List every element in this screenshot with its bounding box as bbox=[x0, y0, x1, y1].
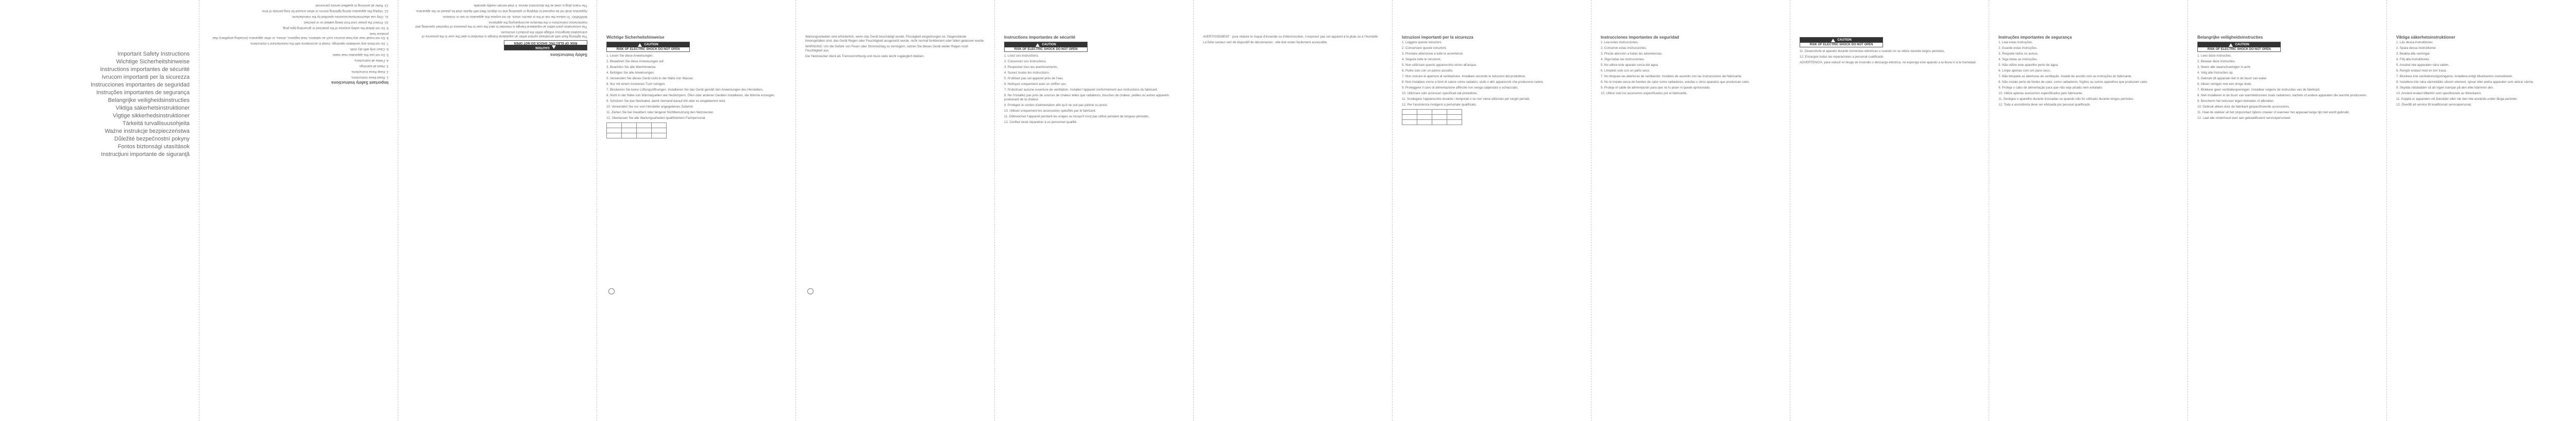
table-cell bbox=[1402, 110, 1417, 115]
instruction-paragraph: 6. Nur mit einem trockenen Tuch reinigen. bbox=[606, 82, 666, 86]
warning-triangle-icon bbox=[1036, 43, 1040, 47]
instruction-paragraph: 6. Pulire solo con un panno asciutto. bbox=[1402, 69, 1453, 73]
instruction-paragraph: 9. Bescherm het netsnoer tegen betreden of afknellen. bbox=[2197, 99, 2275, 103]
instruction-paragraph: 7. Non ostruire le aperture di ventilazione. Installare secondo le istruzioni del produttore. bbox=[1402, 75, 1526, 78]
fold-english-2 bbox=[398, 0, 597, 421]
caution-text: CAUTION bbox=[644, 43, 658, 46]
instruction-paragraph: 10. Protect the power cord from being walked on or pinched. bbox=[303, 21, 388, 24]
instruction-paragraph: 5. No utilice este aparato cerca del agua. bbox=[1601, 63, 1659, 67]
table-cell bbox=[1447, 120, 1462, 125]
instruction-paragraph: 3. Prestare attenzione a tutte le avvertenze. bbox=[1402, 52, 1464, 56]
section-heading: Instruções importantes de segurança bbox=[1998, 35, 2072, 40]
table-row bbox=[1402, 115, 1462, 120]
instruction-paragraph: 8. Installera inte nära värmekällor såsom element, spisar eller andra apparater som alstrar värme. bbox=[2396, 80, 2534, 84]
table-cell bbox=[637, 128, 652, 133]
instruction-paragraph: 10. Använd endast tillbehör som specificerats av tillverkaren. bbox=[2396, 92, 2482, 95]
section-heading: Safety Instructions bbox=[550, 52, 587, 57]
cover-titles bbox=[9, 50, 190, 159]
table-cell bbox=[652, 123, 667, 128]
instruction-paragraph: 8. Nicht in der Nähe von Wärmequellen wie Heizkörpern, Öfen oder anderen Geräten installieren, die Wärme erzeugen. bbox=[606, 94, 775, 97]
instruction-paragraph: 3. Respeite todos os avisos. bbox=[1998, 52, 2039, 56]
table-cell bbox=[1432, 120, 1447, 125]
fold-spanish bbox=[1591, 0, 1790, 421]
table-cell bbox=[607, 128, 622, 133]
instruction-paragraph: The exclamation point within an equilateral triangle is intended to alert the user to the presence of important operating and maintenance instructions in the literature accompanying the appliance. bbox=[415, 21, 587, 28]
caution-subtext: RISK OF ELECTRIC SHOCK DO NOT OPEN bbox=[514, 41, 578, 44]
recycle-icon bbox=[807, 288, 814, 294]
instruction-paragraph: 3. Respectez tous les avertissements. bbox=[1004, 65, 1058, 69]
cover-title: Instructions importantes de sécurité bbox=[100, 66, 190, 73]
instruction-paragraph: 12. Encargue todas las reparaciones a personal cualificado. bbox=[1800, 55, 1885, 59]
recycle-icon bbox=[608, 288, 615, 294]
fold-content bbox=[606, 3, 786, 138]
cover-title: Instruções importantes de segurança bbox=[96, 90, 190, 96]
fold-portuguese bbox=[1989, 0, 2188, 421]
fold-french-2 bbox=[1193, 0, 1392, 421]
cover-title: Wichtige Sicherheitshinweise bbox=[116, 59, 190, 65]
instruction-paragraph: 5. Do not use this apparatus near water. bbox=[332, 53, 388, 57]
cover-title: Ivrucom importanti per la sicurezza bbox=[101, 74, 190, 80]
instruction-paragraph: 7. Blokkeer geen ventilatieopeningen. Installeer volgens de instructies van de fabrikant. bbox=[2197, 88, 2320, 92]
instruction-paragraph: 2. Conservare queste istruzioni. bbox=[1402, 46, 1447, 50]
fold-content bbox=[1998, 3, 2178, 107]
caution-subtext: RISK OF ELECTRIC SHOCK DO NOT OPEN bbox=[1809, 43, 1873, 46]
section-heading: Instructions importantes de sécurité bbox=[1004, 35, 1076, 40]
instruction-paragraph: 7. Não bloqueie as aberturas de ventilação. Instale de acordo com as instruções do fabricante. bbox=[1998, 75, 2132, 78]
instruction-paragraph: 5. Non utilizzare questo apparecchio vicino all'acqua. bbox=[1402, 63, 1477, 67]
cover-fold bbox=[0, 0, 199, 421]
instruction-paragraph: 7. Blockieren Sie keine Lüftungsöffnungen. Installieren Sie das Gerät gemäß den Anweisungen des Herstellers. bbox=[606, 88, 764, 92]
table-row bbox=[607, 128, 667, 133]
instruction-paragraph: 11. Scollegare l'apparecchio durante i temporali o se non viene utilizzato per lunghi periodi. bbox=[1402, 97, 1530, 101]
table-cell bbox=[1402, 120, 1417, 125]
caution-label bbox=[606, 42, 690, 52]
cover-title: Viktiga säkerhetsinstruktioner bbox=[115, 105, 190, 111]
instruction-paragraph: 8. Niet installeren in de buurt van warmtebronnen zoals radiatoren, kachels of andere apparaten die warmte produceren. bbox=[2197, 94, 2367, 97]
cover-title: Ważne instrukcje bezpieczeństwa bbox=[105, 128, 190, 134]
instruction-paragraph: 8. Non installare vicino a fonti di calore come radiatori, stufe o altri apparecchi che producono calore. bbox=[1402, 80, 1544, 84]
instruction-paragraph: 12. Per l'assistenza rivolgersi a personale qualificato. bbox=[1402, 103, 1477, 107]
instruction-paragraph: 5. Använd inte apparaten nära vatten. bbox=[2396, 63, 2450, 67]
fold-german-2 bbox=[795, 0, 994, 421]
fold-german bbox=[597, 0, 795, 421]
table-cell bbox=[1417, 115, 1432, 120]
warning-triangle-icon bbox=[1831, 39, 1835, 42]
table-cell bbox=[652, 128, 667, 133]
instruction-paragraph: 2. Spara dessa instruktioner. bbox=[2396, 46, 2437, 50]
section-heading: Istruzioni importanti per la sicurezza bbox=[1402, 35, 1473, 40]
instruction-paragraph: 11. Ziehen Sie bei Gewittern oder längerer Nichtbenutzung den Netzstecker. bbox=[606, 111, 714, 114]
instruction-paragraph: 7. N'obstruez aucune ouverture de ventilation. Installez l'appareil conformément aux instructions du fabricant. bbox=[1004, 88, 1158, 92]
instruction-paragraph: Der Netzstecker dient als Trennvorrichtung und muss stets leicht zugänglich bleiben. bbox=[805, 55, 925, 58]
table-row bbox=[607, 123, 667, 128]
table-cell bbox=[622, 123, 637, 128]
instruction-paragraph: 3. Preste atención a todas las advertencias. bbox=[1601, 52, 1663, 56]
caution-label bbox=[1800, 37, 1883, 47]
instruction-paragraph: 10. Utilizzare solo accessori specificati dal produttore. bbox=[1402, 92, 1478, 95]
instruction-paragraph: 4. Suivez toutes les instructions. bbox=[1004, 71, 1050, 75]
power-rating-table bbox=[1402, 109, 1462, 125]
instruction-paragraph: 1. Leia estas instruções. bbox=[1998, 41, 2033, 44]
instruction-paragraph: The lightning flash with arrowhead symbol within an equilateral triangle is intended to alert the user to the presence of uninsulated dangerous voltage within the product's enclosure. bbox=[421, 30, 587, 38]
instruction-paragraph: 3. Beachten Sie alle Warnhinweise. bbox=[606, 65, 657, 69]
table-cell bbox=[607, 133, 622, 138]
table-cell bbox=[1402, 115, 1417, 120]
instruction-paragraph: 12. Überlassen Sie alle Wartungsarbeiten qualifiziertem Fachpersonal. bbox=[606, 116, 706, 120]
fold-content bbox=[2396, 3, 2576, 107]
caution-text: CAUTION bbox=[1837, 39, 1852, 42]
instruction-paragraph: 4. Follow all instructions. bbox=[353, 59, 388, 62]
instruction-paragraph: 10. Utilice solo los accesorios especificados por el fabricante. bbox=[1601, 92, 1688, 95]
table-cell bbox=[637, 123, 652, 128]
instruction-paragraph: AVERTISSEMENT : pour réduire le risque d'incendie ou d'électrocution, n'exposez pas cet appareil à la pluie ou à l'humidité. bbox=[1203, 35, 1379, 39]
instruction-paragraph: 1. Leggere queste istruzioni. bbox=[1402, 41, 1442, 44]
instruction-paragraph: 2. Conservez ces instructions. bbox=[1004, 60, 1047, 63]
fold-italian bbox=[1392, 0, 1591, 421]
cover-title: Instrucciones importantes de seguridad bbox=[91, 82, 190, 88]
instruction-paragraph: 1. Lesen Sie diese Anweisungen. bbox=[606, 54, 654, 58]
section-heading: Instrucciones importantes de seguridad bbox=[1601, 35, 1680, 40]
instruction-paragraph: 5. Não utilize este aparelho perto de água. bbox=[1998, 63, 2059, 67]
instruction-paragraph: 8. No lo instale cerca de fuentes de calor como radiadores, estufas u otros aparatos que produzcan calor. bbox=[1601, 80, 1750, 84]
instruction-paragraph: 5. N'utilisez pas cet appareil près de l'eau. bbox=[1004, 77, 1064, 80]
instruction-paragraph: 8. Do not install near any heat sources such as radiators, heat registers, stoves, or other apparatus (including amplifiers) that produce heat. bbox=[212, 32, 388, 40]
instruction-paragraph: 9. Do not defeat the safety purpose of the polarized or grounding-type plug. bbox=[282, 26, 388, 30]
table-cell bbox=[1417, 110, 1432, 115]
table-cell bbox=[1417, 120, 1432, 125]
fold-content bbox=[209, 3, 388, 117]
power-rating-table bbox=[606, 122, 667, 138]
instruction-paragraph: 11. Desenchufe el aparato durante tormentas eléctricas o cuando no se utilice durante largos periodos. bbox=[1800, 49, 1945, 53]
instruction-paragraph: 9. Proteggere il cavo di alimentazione affinché non venga calpestato o schiacciato. bbox=[1402, 86, 1519, 90]
table-cell bbox=[1432, 115, 1447, 120]
instruction-paragraph: 9. Skydda nätsladden så att ingen trampar på den eller klämmer den. bbox=[2396, 86, 2494, 90]
caution-subtext: RISK OF ELECTRIC SHOCK DO NOT OPEN bbox=[1014, 48, 1078, 51]
fold-content bbox=[1402, 3, 1582, 125]
fold-content bbox=[2197, 3, 2377, 120]
instruction-paragraph: 5. Verwenden Sie dieses Gerät nicht in der Nähe von Wasser. bbox=[606, 77, 694, 80]
fold-english bbox=[199, 0, 398, 421]
warning-triangle-icon bbox=[638, 43, 642, 47]
instruction-paragraph: 3. Heed all warnings. bbox=[359, 64, 388, 68]
fold-french bbox=[994, 0, 1193, 421]
instruction-paragraph: 13. Refer all servicing to qualified service personnel. bbox=[314, 4, 388, 7]
cover-title: Vigtige sikkerhedsinstruktioner bbox=[113, 113, 190, 119]
instruction-paragraph: 11. Koppla ur apparaten vid åskväder eller när den inte används under långa perioder. bbox=[2396, 97, 2518, 101]
instruction-paragraph: 4. Befolgen Sie alle Anweisungen. bbox=[606, 71, 655, 75]
fold-content bbox=[408, 3, 587, 89]
caution-subtext: RISK OF ELECTRIC SHOCK DO NOT OPEN bbox=[2207, 48, 2271, 51]
fold-content bbox=[1800, 3, 1979, 65]
instruction-paragraph: 6. Limpe apenas com um pano seco. bbox=[1998, 69, 2051, 73]
instruction-paragraph: 6. Alleen reinigen met een droge doek. bbox=[2197, 82, 2252, 86]
instruction-paragraph: WARNUNG: Um die Gefahr von Feuer oder Stromschlag zu verringern, setzen Sie dieses Gerät weder Regen noch Feuchtigkeit aus. bbox=[805, 45, 969, 52]
instruction-paragraph: 12. Laat alle onderhoud over aan gekwalificeerd servicepersoneel. bbox=[2197, 116, 2291, 120]
section-heading: Belangrijke veiligheidsinstructies bbox=[2197, 35, 2263, 40]
instruction-paragraph: 6. Nettoyez uniquement avec un chiffon sec. bbox=[1004, 82, 1067, 86]
instruction-paragraph: Apparatus shall not be exposed to dripping or splashing and no objects filled with liquids shall be placed on the apparatus. bbox=[415, 9, 587, 13]
cover-title: Important Safety Instructions bbox=[117, 51, 190, 57]
instruction-paragraph: 11. Only use attachments/accessories specified by the manufacturer. bbox=[291, 15, 388, 19]
caution-text: CAUTION bbox=[1042, 43, 1056, 46]
instruction-paragraph: ADVERTENCIA: para reducir el riesgo de incendio o descarga eléctrica, no exponga este aparato a la lluvia ni a la humedad. bbox=[1800, 61, 1976, 64]
fold-content bbox=[805, 3, 985, 59]
table-cell bbox=[1447, 115, 1462, 120]
fold-content bbox=[1601, 3, 1781, 96]
table-row bbox=[607, 133, 667, 138]
table-row bbox=[1402, 120, 1462, 125]
instruction-paragraph: 9. Proteja o cabo de alimentação para que não seja pisado nem entalado. bbox=[1998, 86, 2103, 90]
table-cell bbox=[637, 133, 652, 138]
instruction-paragraph: 12. Confiez toute réparation à un personnel qualifié. bbox=[1004, 120, 1078, 124]
caution-subtext: RISK OF ELECTRIC SHOCK DO NOT OPEN bbox=[616, 48, 680, 51]
instruction-paragraph: 2. Conserve estas instrucciones. bbox=[1601, 46, 1647, 50]
instruction-paragraph: 10. Utilize apenas acessórios especificados pelo fabricante. bbox=[1998, 92, 2083, 95]
instruction-paragraph: 7. Blockera inte ventilationsöppningarna. Installera enligt tillverkarens instruktioner. bbox=[2396, 75, 2513, 78]
table-cell bbox=[1432, 110, 1447, 115]
instruction-paragraph: 2. Bewaar deze instructies. bbox=[2197, 60, 2236, 63]
instruction-paragraph: 9. Protégez le cordon d'alimentation afin qu'il ne soit pas piétiné ou pincé. bbox=[1004, 103, 1108, 107]
cover-title: Tärkeitä turvallisuusohjeita bbox=[122, 120, 190, 127]
instruction-paragraph: 6. Clean only with dry cloth. bbox=[349, 47, 388, 51]
section-heading: Important Safety Instructions bbox=[331, 80, 388, 85]
instruction-paragraph: 1. Lisez ces instructions. bbox=[1004, 54, 1039, 58]
table-cell bbox=[622, 133, 637, 138]
fold-swedish bbox=[2386, 0, 2576, 421]
table-cell bbox=[622, 128, 637, 133]
section-heading: Wichtige Sicherheitshinweise bbox=[606, 35, 665, 40]
instruction-paragraph: 11. Haal de stekker uit het stopcontact tijdens onweer of wanneer het apparaat lange tijd niet wordt gebruikt. bbox=[2197, 111, 2350, 114]
fold-spanish-2 bbox=[1790, 0, 1989, 421]
cover-title: Fontos biztonsági utasítások bbox=[117, 144, 190, 150]
instruction-paragraph: 4. Siga todas as instruções. bbox=[1998, 58, 2038, 61]
table-row bbox=[1402, 110, 1462, 115]
instruction-paragraph: 5. Gebruik dit apparaat niet in de buurt van water. bbox=[2197, 77, 2267, 80]
instruction-paragraph: 1. Read these instructions. bbox=[350, 76, 388, 79]
instruction-paragraph: La fiche secteur sert de dispositif de déconnexion ; elle doit rester facilement accessible. bbox=[1203, 41, 1328, 44]
table-cell bbox=[607, 123, 622, 128]
instruction-paragraph: 8. Ne l'installez pas près de sources de chaleur telles que radiateurs, bouches de chaleur, poêles ou autres appareils produisant de la chaleur. bbox=[1004, 94, 1170, 101]
instruction-paragraph: 12. Toda a assistência deve ser efetuada por pessoal qualificado. bbox=[1998, 103, 2091, 107]
instruction-paragraph: 10. Gebruik alleen door de fabrikant gespecificeerde accessoires. bbox=[2197, 105, 2290, 109]
instruction-paragraph: 2. Bewahren Sie diese Anweisungen auf. bbox=[606, 60, 665, 63]
instruction-paragraph: Wartungsarbeiten sind erforderlich, wenn das Gerät beschädigt wurde, Flüssigkeit eingedrungen ist, Gegenstände hineingefallen sind, das Gerät Regen oder Feuchtigkeit ausgesetzt wurde, nicht normal funktioniert oder fallen gelassen wurde. bbox=[805, 35, 985, 43]
caution-text: CAUTION bbox=[535, 46, 550, 49]
instruction-paragraph: 4. Siga todas las instrucciones. bbox=[1601, 58, 1645, 61]
instruction-paragraph: WARNING: To reduce the risk of fire or electric shock, do not expose this apparatus to rain or moisture. bbox=[442, 15, 587, 19]
caution-text: CAUTION bbox=[2235, 43, 2249, 46]
instruction-paragraph: 1. Lea estas instrucciones. bbox=[1601, 41, 1639, 44]
warning-triangle-icon bbox=[2229, 43, 2233, 47]
instruction-paragraph: 12. Unplug this apparatus during lightning storms or when unused for long periods of time. bbox=[261, 9, 388, 13]
cover-title: Belangrijke veiligheidsinstructies bbox=[108, 97, 190, 103]
instruction-paragraph: 1. Lees deze instructies. bbox=[2197, 54, 2232, 58]
instruction-paragraph: 7. No bloquee las aberturas de ventilación. Instálelo de acuerdo con las instrucciones del fabricante. bbox=[1601, 75, 1742, 78]
instruction-paragraph: 8. Não instale perto de fontes de calor, como radiadores, fogões ou outros aparelhos que produzam calor. bbox=[1998, 80, 2148, 84]
instruction-paragraph: 11. Desligue o aparelho durante trovoadas ou quando não for utilizado durante longos períodos. bbox=[1998, 97, 2134, 101]
instruction-paragraph: 9. Schützen Sie das Netzkabel, damit niemand darauf tritt oder es eingeklemmt wird. bbox=[606, 99, 726, 103]
instruction-paragraph: 3. Beakta alla varningar. bbox=[2396, 52, 2431, 56]
cover-title: Instrucţiuni importante de siguranţă bbox=[101, 151, 190, 157]
instruction-paragraph: 10. Utilisez uniquement les accessoires spécifiés par le fabricant. bbox=[1004, 109, 1096, 113]
caution-label bbox=[2197, 42, 2281, 52]
instruction-paragraph: 9. Proteja el cable de alimentación para que no lo pisen ni quede aprisionado. bbox=[1601, 86, 1711, 90]
instruction-paragraph: 3. Neem alle waarschuwingen in acht. bbox=[2197, 65, 2251, 69]
instruction-paragraph: 6. Rengör endast med en torr trasa. bbox=[2396, 69, 2447, 73]
instruction-paragraph: The mains plug is used as the disconnect device; it shall remain readily operable. bbox=[472, 4, 587, 7]
instruction-paragraph: 4. Följ alla instruktioner. bbox=[2396, 58, 2430, 61]
instruction-paragraph: 1. Läs dessa instruktioner. bbox=[2396, 41, 2433, 44]
section-heading: Viktiga säkerhetsinstruktioner bbox=[2396, 35, 2455, 40]
instruction-paragraph: 2. Keep these instructions. bbox=[351, 70, 388, 74]
fold-dutch bbox=[2188, 0, 2386, 421]
warning-triangle-icon bbox=[552, 46, 556, 49]
instruction-paragraph: 6. Límpielo solo con un paño seco. bbox=[1601, 69, 1650, 73]
instruction-paragraph: 7. Do not block any ventilation openings. Install in accordance with the manufacturer's instructions. bbox=[249, 42, 388, 45]
instruction-paragraph: 4. Seguire tutte le istruzioni. bbox=[1402, 58, 1442, 61]
table-cell bbox=[652, 133, 667, 138]
instruction-paragraph: 12. Överlåt all service till kvalificerad servicepersonal. bbox=[2396, 103, 2472, 107]
fold-content bbox=[1203, 3, 1383, 45]
table-cell bbox=[1447, 110, 1462, 115]
instruction-paragraph: 10. Verwenden Sie nur vom Hersteller angegebenes Zubehör. bbox=[606, 105, 694, 109]
caution-label bbox=[1004, 42, 1088, 52]
instruction-paragraph: 4. Volg alle instructies op. bbox=[2197, 71, 2234, 75]
fold-content bbox=[1004, 3, 1184, 125]
instruction-paragraph: 11. Débranchez l'appareil pendant les orages ou lorsqu'il n'est pas utilisé pendant de longues périodes. bbox=[1004, 115, 1150, 118]
instruction-paragraph: 2. Guarde estas instruções. bbox=[1998, 46, 2038, 50]
cover-title: Důležité bezpečnostní pokyny bbox=[114, 136, 190, 142]
caution-label bbox=[504, 40, 587, 50]
